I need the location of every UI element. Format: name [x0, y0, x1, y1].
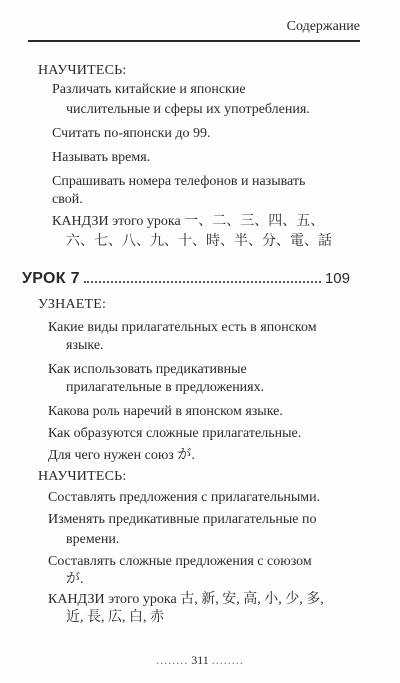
list-item: Какова роль наречий в японском языке.: [48, 404, 283, 419]
list-item: Какие виды прилагательных есть в японском: [48, 320, 317, 335]
list-item: Различать китайские и японские: [52, 82, 246, 97]
kanji-list: КАНДЗИ этого урока 一、二、三、四、五、: [52, 214, 325, 229]
section-label-find-out: УЗНАЕТЕ:: [38, 297, 107, 312]
folio-dots-right: ........: [211, 653, 244, 667]
folio-dots-left: ........: [156, 653, 189, 667]
page-folio: [0, 652, 400, 668]
lesson-title: УРОК 7: [22, 270, 80, 287]
list-item-continuation: числительные и сферы их употребления.: [66, 102, 310, 117]
list-item: Для чего нужен союз が.: [48, 448, 195, 463]
kanji-list-continuation: 六、七、八、九、十、時、半、分、電、話: [66, 234, 332, 249]
section-label-learn: НАУЧИТЕСЬ:: [38, 63, 127, 78]
page-number: 311: [191, 653, 209, 667]
list-item: Как образуются сложные прилагательные.: [48, 426, 302, 441]
kanji-list: КАНДЗИ этого урока 古, 新, 安, 高, 小, 少, 多,: [48, 592, 324, 607]
list-item-continuation: が.: [66, 572, 84, 587]
lesson-page-number: 109: [324, 270, 350, 287]
list-item: Называть время.: [52, 150, 151, 165]
list-item: Составлять сложные предложения с союзом: [48, 554, 312, 569]
list-item: Как использовать предикативные: [48, 362, 247, 377]
section-label-learn: НАУЧИТЕСЬ:: [38, 469, 127, 484]
kanji-list-continuation: 近, 長, 広, 白, 赤: [66, 610, 164, 625]
list-item-continuation: языке.: [66, 338, 104, 353]
running-head-title: Содержание: [286, 19, 360, 34]
list-item-continuation: прилагательные в предложениях.: [66, 380, 265, 395]
list-item: Спрашивать номера телефонов и называть: [52, 174, 306, 189]
running-head: [28, 14, 360, 42]
leader-dots: [84, 281, 321, 283]
list-item: Считать по-японски до 99.: [52, 126, 211, 141]
list-item-continuation: свой.: [52, 192, 83, 207]
list-item-continuation: времени.: [66, 532, 120, 547]
list-item: Составлять предложения с прилагательными.: [48, 490, 321, 505]
list-item: Изменять предикативные прилагательные по: [48, 512, 317, 527]
lesson-entry: [22, 268, 350, 290]
